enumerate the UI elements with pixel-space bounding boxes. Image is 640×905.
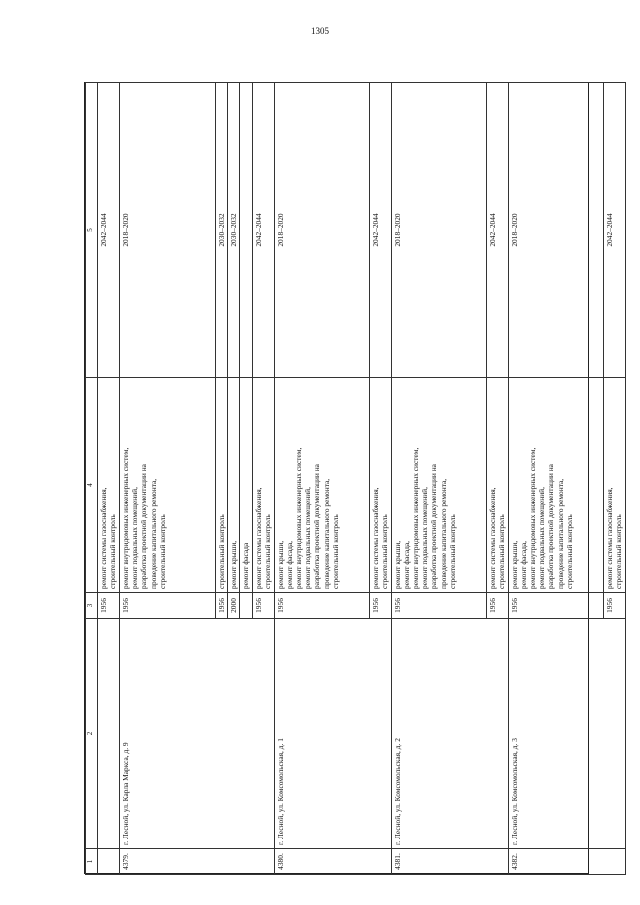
table-row [508, 83, 603, 875]
column-header: 2 [86, 619, 98, 849]
works-cell: ремонт системы газоснабжения, строительный контроль [369, 378, 391, 593]
address-cell: г. Лесной, ул. Карла Маркса, д. 9 [120, 619, 275, 849]
address-cell: г. Лесной, ул. Комсомольская, д. 2 [391, 619, 508, 849]
works-cell: ремонт крыши, ремонт фасада, ремонт внутридомовых инженерных систем, ремонт подвальных помещений, разработка проектной документации на проведение капитального ремонта, строительный контроль [508, 378, 603, 593]
period-cell: 2042–2044 [98, 83, 120, 378]
row-number: 4379. [120, 849, 275, 875]
works-cell: ремонт системы газоснабжения, строительный контроль [98, 378, 120, 593]
table-row [98, 83, 120, 875]
year-cell: 1956 [486, 593, 508, 619]
year-cell: 1956 [120, 593, 216, 619]
column-header: 3 [86, 593, 98, 619]
works-cell: ремонт системы газоснабжения, строительный контроль [486, 378, 508, 593]
period-cell: 2042–2044 [252, 83, 274, 378]
year-cell: 1956 [369, 593, 391, 619]
page-number: 1305 [311, 26, 329, 36]
year-cell: 1956 [391, 593, 486, 619]
works-cell: ремонт фасада [240, 378, 252, 593]
year-cell [240, 593, 252, 619]
works-cell: ремонт крыши, ремонт фасада, ремонт внутридомовых инженерных систем, ремонт подвальных помещений, разработка проектной документации на проведение капитального ремонта, строительный контроль [391, 378, 486, 593]
period-cell: 2018–2020 [120, 83, 216, 378]
works-cell: ремонт крыши, ремонт фасада, ремонт внутридомовых инженерных систем, ремонт подвальных помещений, разработка проектной документации на проведение капитального ремонта, строительный контроль [274, 378, 369, 593]
year-cell: 1956 [216, 593, 228, 619]
works-cell: строительный контроль [216, 378, 228, 593]
works-cell: ремонт системы газоснабжения, строительный контроль [603, 378, 625, 593]
table-row [391, 83, 486, 875]
period-cell: 2042–2044 [603, 83, 625, 378]
year-cell: 1956 [252, 593, 274, 619]
row-number [98, 849, 120, 875]
year-cell: 1956 [98, 593, 120, 619]
year-cell: 2000 [228, 593, 240, 619]
address-cell: г. Лесной, ул. Комсомольская, д. 1 [274, 619, 391, 849]
period-cell: 2042–2044 [369, 83, 391, 378]
year-cell: 1956 [508, 593, 603, 619]
year-cell: 1956 [274, 593, 369, 619]
works-cell: ремонт системы газоснабжения, строительный контроль [252, 378, 274, 593]
year-cell: 1956 [603, 593, 625, 619]
column-header: 4 [86, 378, 98, 593]
period-cell: 2030–2032 [216, 83, 228, 378]
period-cell [240, 83, 252, 378]
period-cell: 2018–2020 [508, 83, 603, 378]
column-header: 1 [86, 849, 98, 875]
works-cell: ремонт крыши, [228, 378, 240, 593]
row-number: 4382. [508, 849, 625, 875]
row-number: 4380. [274, 849, 391, 875]
period-cell: 2018–2020 [391, 83, 486, 378]
address-cell: г. Лесной, ул. Комсомольская, д. 3 [508, 619, 625, 849]
table-row [120, 83, 216, 875]
works-cell: ремонт внутридомовых инженерных систем, ремонт подвальных помещений, разработка проектной документации на проведение капитального ремонта, строительный контроль [120, 378, 216, 593]
period-cell: 2018–2020 [274, 83, 369, 378]
period-cell: 2042–2044 [486, 83, 508, 378]
address-cell [98, 619, 120, 849]
repair-schedule-table [85, 82, 626, 875]
column-number-row [86, 83, 98, 875]
table-row [274, 83, 369, 875]
row-number: 4381. [391, 849, 508, 875]
column-header: 5 [86, 83, 98, 378]
period-cell: 2030–2032 [228, 83, 240, 378]
table-container [84, 82, 623, 874]
